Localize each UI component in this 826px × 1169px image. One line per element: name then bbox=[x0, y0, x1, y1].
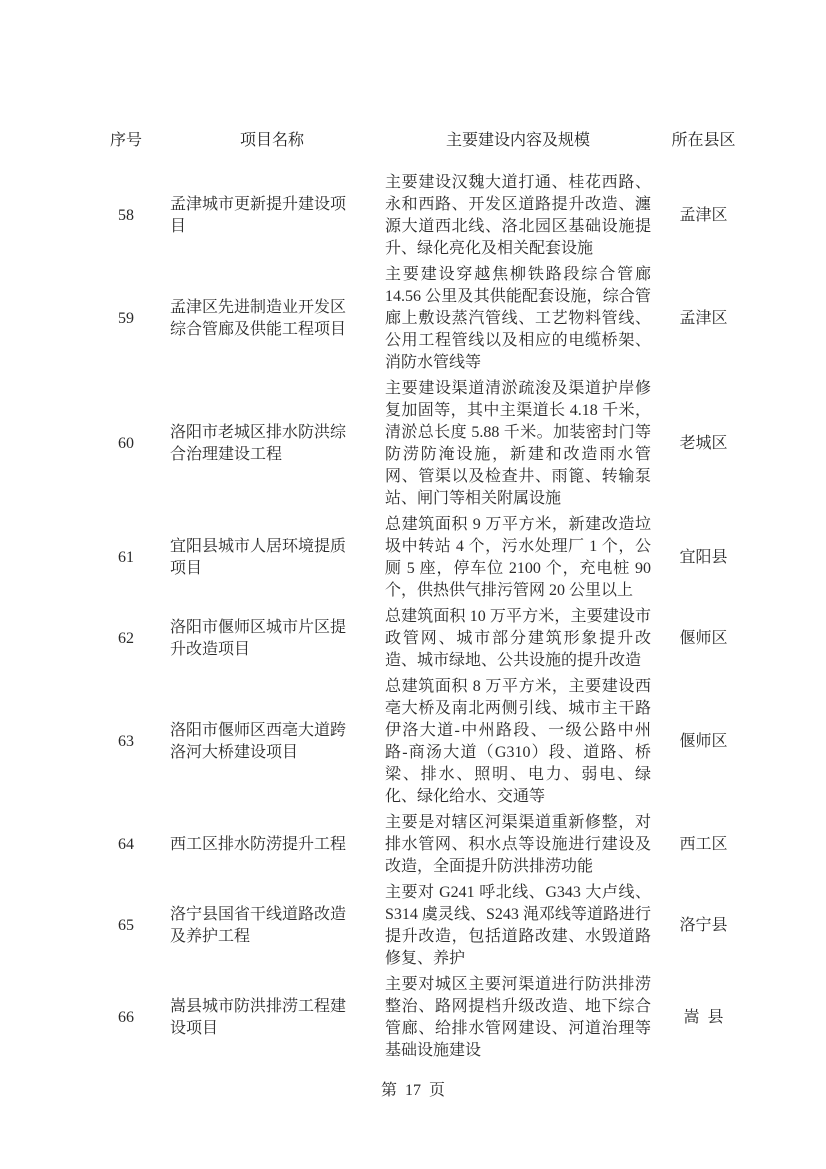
column-header-district: 所在县区 bbox=[671, 132, 736, 149]
column-header-no: 序号 bbox=[109, 132, 142, 149]
project-district: 洛宁县 bbox=[679, 917, 728, 934]
project-name: 宜阳县城市人居环境提质项目 bbox=[170, 538, 347, 577]
project-district: 孟津区 bbox=[679, 207, 728, 224]
table-header bbox=[96, 128, 756, 154]
project-content: 主要对 G241 呼北线、G343 大卢线、S314 虞灵线、S243 渑邓线等道路进行提升改造，包括道路改建、水毁道路修复、养护 bbox=[385, 884, 651, 967]
project-name: 孟津城市更新提升建设项目 bbox=[170, 196, 347, 235]
row-number: 58 bbox=[118, 207, 134, 224]
row-number: 60 bbox=[118, 435, 134, 452]
project-district: 嵩 县 bbox=[683, 1009, 724, 1026]
column-header-content: 主要建设内容及规模 bbox=[445, 132, 590, 149]
table-row bbox=[96, 170, 756, 262]
table-row bbox=[96, 972, 756, 1064]
row-number: 63 bbox=[118, 733, 134, 750]
row-number: 64 bbox=[118, 836, 134, 853]
project-name: 嵩县城市防洪排涝工程建设项目 bbox=[170, 998, 347, 1037]
project-content: 主要对城区主要河渠道进行防洪排涝整治、路网提档升级改造、地下综合管廊、给排水管网建设、河道治理等基础设施建设 bbox=[385, 976, 651, 1059]
project-content: 主要建设渠道清淤疏浚及渠道护岸修复加固等，其中主渠道长 4.18 千米，清淤总长度 5.88 千米。加装密封门等防涝防淹设施，新建和改造雨水管网、管渠以及检查井、雨篦、转输泵站、闸门等相关附属设施 bbox=[385, 380, 651, 507]
project-district: 孟津区 bbox=[679, 310, 728, 327]
project-district: 宜阳县 bbox=[679, 549, 728, 566]
project-district: 西工区 bbox=[679, 836, 728, 853]
table-row bbox=[96, 880, 756, 972]
table-row bbox=[96, 674, 756, 810]
project-district: 偃师区 bbox=[679, 630, 728, 647]
page-number: 第 17 页 bbox=[380, 1082, 445, 1099]
table-row bbox=[96, 810, 756, 880]
table-row bbox=[96, 262, 756, 376]
table-row bbox=[96, 512, 756, 604]
project-district: 老城区 bbox=[679, 435, 728, 452]
project-content: 主要是对辖区河渠渠道重新修整，对排水管网、积水点等设施进行建设及改造，全面提升防洪排涝功能 bbox=[385, 814, 651, 875]
table-row bbox=[96, 604, 756, 674]
row-number: 65 bbox=[118, 917, 134, 934]
row-number: 66 bbox=[118, 1009, 134, 1026]
project-content: 总建筑面积 8 万平方米，主要建设西亳大桥及南北两侧引线、城市主干路伊洛大道-中州路段、一级公路中州路-商汤大道（G310）段、道路、桥梁、排水、照明、电力、弱电、绿化、绿化给水、交通等 bbox=[385, 678, 651, 805]
table-row bbox=[96, 376, 756, 512]
table-body bbox=[96, 170, 756, 1064]
project-content: 总建筑面积 9 万平方米，新建改造垃圾中转站 4 个，污水处理厂 1 个，公厕 5 座，停车位 2100 个，充电桩 90 个，供热供气排污管网 20 公里以上 bbox=[385, 516, 651, 599]
project-name: 洛阳市老城区排水防洪综合治理建设工程 bbox=[170, 424, 347, 463]
project-content: 主要建设汉魏大道打通、桂花西路、永和西路、开发区道路提升改造、瀍源大道西北线、洛北园区基础设施提升、绿化亮化及相关配套设施 bbox=[385, 174, 651, 257]
row-number: 59 bbox=[118, 310, 134, 327]
row-number: 62 bbox=[118, 630, 134, 647]
project-name: 洛宁县国省干线道路改造及养护工程 bbox=[170, 906, 347, 945]
project-district: 偃师区 bbox=[679, 733, 728, 750]
row-number: 61 bbox=[118, 549, 134, 566]
project-name: 洛阳市偃师区西亳大道跨洛河大桥建设项目 bbox=[170, 722, 347, 761]
project-content: 主要建设穿越焦柳铁路段综合管廊 14.56 公里及其供能配套设施，综合管廊上敷设蒸汽管线、工艺物料管线、公用工程管线以及相应的电缆桥架、消防水管线等 bbox=[385, 266, 651, 371]
project-name: 孟津区先进制造业开发区综合管廊及供能工程项目 bbox=[170, 299, 347, 338]
projects-table bbox=[96, 128, 756, 1064]
project-content: 总建筑面积 10 万平方米，主要建设市政管网、城市部分建筑形象提升改造、城市绿地、公共设施的提升改造 bbox=[385, 608, 651, 669]
column-header-name: 项目名称 bbox=[239, 132, 304, 149]
project-name: 洛阳市偃师区城市片区提升改造项目 bbox=[170, 619, 347, 658]
project-name: 西工区排水防涝提升工程 bbox=[170, 836, 347, 853]
